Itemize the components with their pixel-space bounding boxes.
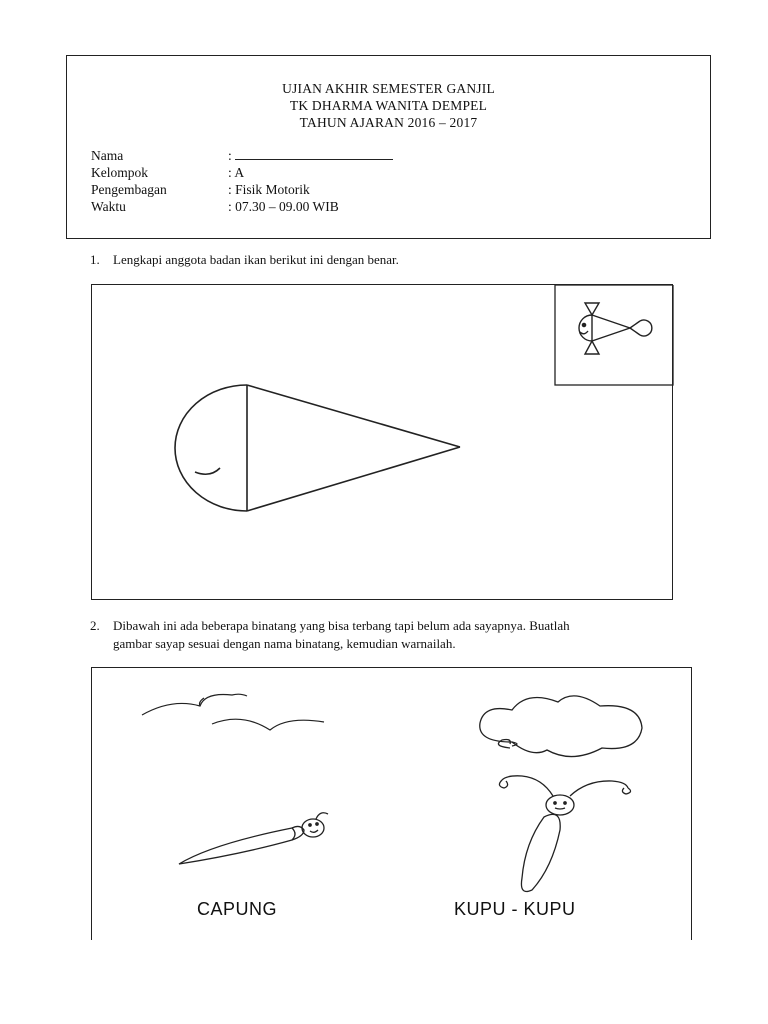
fish-outline xyxy=(175,385,460,511)
question-2-line-2: gambar sayap sesuai dengan nama binatang, kemudian warnailah. xyxy=(113,636,456,651)
name-label: Nama xyxy=(91,148,124,163)
fish-reference-box xyxy=(555,285,673,385)
subject-value: : Fisik Motorik xyxy=(228,182,310,197)
wings-drawing-area[interactable] xyxy=(91,667,692,940)
group-label: Kelompok xyxy=(91,165,148,180)
subject-label: Pengembagan xyxy=(91,182,167,197)
fish-drawing-area[interactable] xyxy=(91,284,673,600)
exam-title: UJIAN AKHIR SEMESTER GANJIL xyxy=(282,81,495,96)
question-1-number: 1. xyxy=(90,252,100,267)
question-2-line-1: Dibawah ini ada beberapa binatang yang bisa terbang tapi belum ada sayapnya. Buatlah xyxy=(113,618,570,633)
butterfly-icon xyxy=(480,696,642,892)
insects-drawing xyxy=(92,668,693,941)
question-2-number: 2. xyxy=(90,618,100,633)
school-name: TK DHARMA WANITA DEMPEL xyxy=(289,98,488,113)
academic-year: TAHUN AJARAN 2016 – 2017 xyxy=(299,115,478,130)
capung-label: CAPUNG xyxy=(197,899,278,919)
kupu-kupu-label: KUPU - KUPU xyxy=(454,899,576,919)
reference-fish-icon xyxy=(579,303,652,354)
name-value: : xyxy=(228,148,393,164)
group-value: : A xyxy=(228,165,245,180)
exam-header xyxy=(66,55,711,239)
question-1-text: Lengkapi anggota badan ikan berikut ini dengan benar. xyxy=(113,252,399,267)
dragonfly-icon xyxy=(179,813,328,864)
fish-drawing xyxy=(92,285,674,601)
time-value: : 07.30 – 09.00 WIB xyxy=(228,199,339,214)
birds-icon xyxy=(142,694,324,730)
name-blank-line[interactable] xyxy=(235,148,393,160)
time-label: Waktu xyxy=(91,199,126,214)
